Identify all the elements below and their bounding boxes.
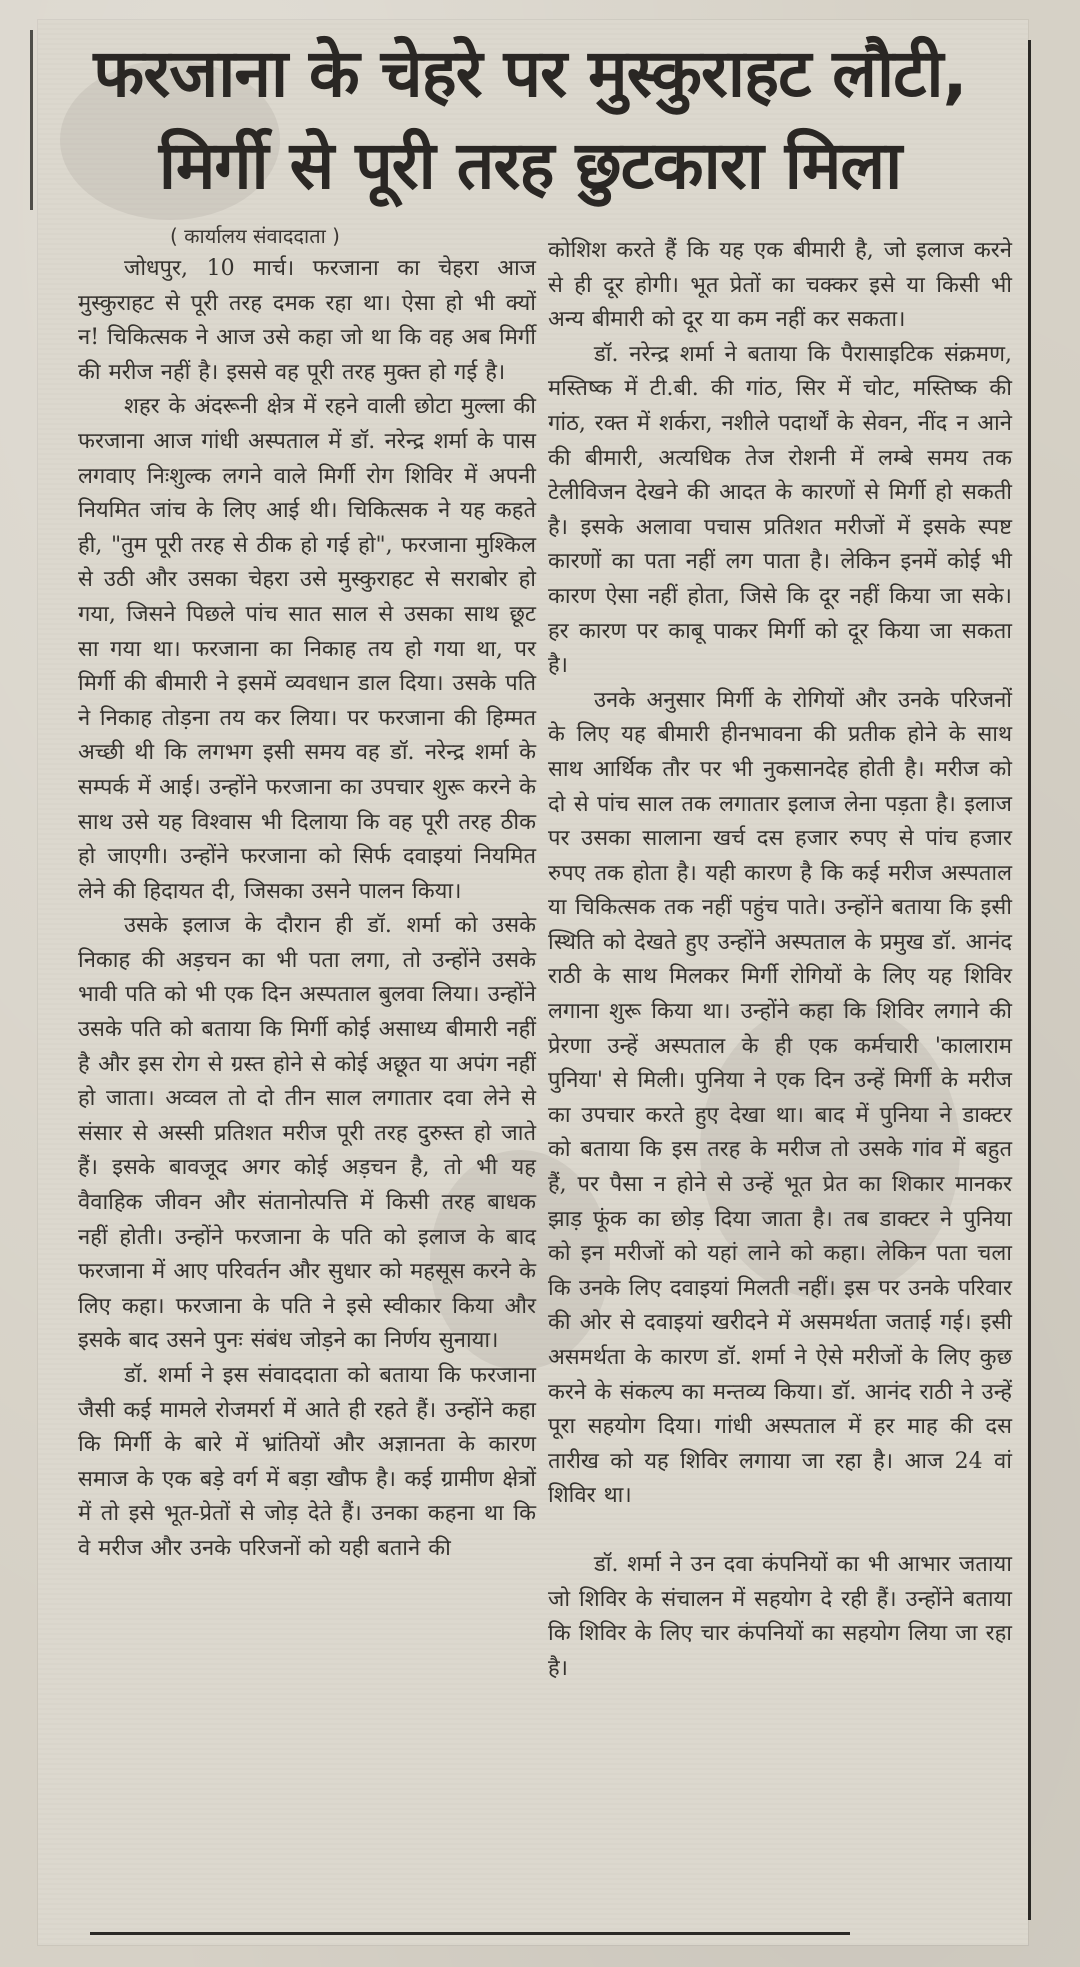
paragraph: डॉ. शर्मा ने इस संवाददाता को बताया कि फरजाना जैसी कई मामले रोजमर्रा में आते ही रहते हैं। उन्होंने कहा कि मिर्गी के बारे में भ्रांतियों और अज्ञानता के कारण समाज के एक बड़े वर्ग में बड़ा खौफ है। कई ग्रामीण क्षेत्रों में तो इसे भूत-प्रेतों से जोड़ देते हैं। उनका कहना था कि वे मरीज और उनके परिजनों को यही बताने की: [78, 1363, 536, 1561]
headline: [40, 28, 1020, 212]
paragraph: डॉ. नरेन्द्र शर्मा ने बताया कि पैरासाइटिक संक्रमण, मस्तिष्क में टी.बी. की गांठ, सिर में चोट, मस्तिष्क की गांठ, रक्त में शर्करा, नशीले पदार्थों के सेवन, नींद न आने की बीमारी, अत्यधिक तेज रोशनी में लम्बे समय तक टेलीविजन देखने की आदत के कारणों से मिर्गी हो सकती है। इसके अलावा पचास प्रतिशत मरीजों में इसके स्पष्ट कारणों का पता नहीं लग पाता है। लेकिन इनमें कोई भी कारण ऐसा नहीं होता, जिसे कि दूर नहीं किया जा सके। हर कारण पर काबू पाकर मिर्गी को दूर किया जा सकता है।: [548, 341, 1012, 679]
column-rule-right: [1028, 40, 1031, 1920]
article-column-left: [78, 252, 536, 1567]
headline-line-1: फरजाना के चेहरे पर मुस्कुराहट लौटी,: [93, 35, 967, 112]
paragraph: जोधपुर, 10 मार्च। फरजाना का चेहरा आज मुस्कुराहट से पूरी तरह दमक रहा था। ऐसा हो भी क्यों न! चिकित्सक ने आज उसे कहा जो था कि वह अब मिर्गी की मरीज नहीं है। इससे वह पूरी तरह मुक्त हो गई है।: [78, 256, 536, 385]
article-column-right: [548, 234, 1012, 1686]
paragraph: शहर के अंदरूनी क्षेत्र में रहने वाली छोटा मुल्ला की फरजाना आज गांधी अस्पताल में डॉ. नरेन्द्र शर्मा के पास लगवाए निःशुल्क लगने वाले मिर्गी रोग शिविर में अपनी नियमित जांच के लिए आई थी। चिकित्सक ने यह कहते ही, "तुम पूरी तरह से ठीक हो गई हो", फरजाना मुश्किल से उठी और उसका चेहरा उसे मुस्कुराहट से सराबोर हो गया, जिसने पिछले पांच सात साल से उसका साथ छूट सा गया था। फरजाना का निकाह तय हो गया था, पर मिर्गी की बीमारी ने इसमें व्यवधान डाल दिया। उसके पति ने निकाह तोड़ना तय कर लिया। पर फरजाना की हिम्मत अच्छी थी कि लगभग इसी समय वह डॉ. नरेन्द्र शर्मा के सम्पर्क में आई। उन्होंने फरजाना का उपचार शुरू करने के साथ उसे यह विश्वास भी दिलाया कि वह पूरी तरह ठीक हो जाएगी। उन्होंने फरजाना को सिर्फ दवाइयां नियमित लेने की हिदायत दी, जिसका उसने पालन किया।: [78, 394, 536, 904]
paragraph: कोशिश करते हैं कि यह एक बीमारी है, जो इलाज करने से ही दूर होगी। भूत प्रेतों का चक्कर इसे या किसी भी अन्य बीमारी को दूर या कम नहीं कर सकता।: [548, 238, 1012, 333]
dateline: ( कार्यालय संवाददाता ): [170, 224, 340, 248]
column-rule-left: [30, 30, 33, 210]
paragraph: उसके इलाज के दौरान ही डॉ. शर्मा को उसके निकाह की अड़चन का भी पता लगा, तो उन्होंने उसके भावी पति को भी एक दिन अस्पताल बुलवा लिया। उन्होंने उसके पति को बताया कि मिर्गी कोई असाध्य बीमारी नहीं है और इस रोग से ग्रस्त होने से कोई अछूत या अपंग नहीं हो जाता। अव्वल तो दो तीन साल लगातार दवा लेने से संसार से अस्सी प्रतिशत मरीज पूरी तरह दुरुस्त हो जाते हैं। इसके बावजूद अगर कोई अड़चन है, तो भी यह वैवाहिक जीवन और संतानोत्पत्ति में किसी तरह बाधक नहीं होती। उन्होंने फरजाना के पति को इलाज के बाद फरजाना में आए परिवर्तन और सुधार को महसूस करने के लिए कहा। फरजाना के पति ने इसे स्वीकार किया और इसके बाद उसने पुनः संबंध जोड़ने का निर्णय सुनाया।: [78, 913, 536, 1354]
headline-line-2: मिर्गी से पूरी तरह छुटकारा मिला: [158, 127, 902, 204]
bottom-rule: [90, 1932, 850, 1935]
paragraph: उनके अनुसार मिर्गी के रोगियों और उनके परिजनों के लिए यह बीमारी हीनभावना की प्रतीक होने के साथ साथ आर्थिक तौर पर भी नुकसानदेह होती है। मरीज को दो से पांच साल तक लगातार इलाज लेना पड़ता है। इलाज पर उसका सालाना खर्च दस हजार रुपए से पांच हजार रुपए तक होता है। यही कारण है कि कई मरीज अस्पताल या चिकित्सक तक नहीं पहुंच पाते। उन्होंने बताया कि इसी स्थिति को देखते हुए उन्होंने अस्पताल के प्रमुख डॉ. आनंद राठी के साथ मिलकर मिर्गी रोगियों के लिए यह शिविर लगाना शुरू किया था। उन्होंने कहा कि शिविर लगाने की प्रेरणा उन्हें अस्पताल के ही एक कर्मचारी 'कालाराम पुनिया' से मिली। पुनिया ने एक दिन उन्हें मिर्गी के मरीज का उपचार करते हुए देखा था। बाद में पुनिया ने डाक्टर को बताया कि इस तरह के मरीज तो उसके गांव में बहुत हैं, पर पैसा न होने से उन्हें भूत प्रेत का शिकार मानकर झाड़ फूंक का छोड़ दिया जाता है। तब डाक्टर ने पुनिया को इन मरीजों को यहां लाने को कहा। लेकिन पता चला कि उनके लिए दवाइयां मिलती नहीं। इस पर उनके परिवार की ओर से दवाइयां खरीदने में असमर्थता जताई गई। इसी असमर्थता के कारण डॉ. शर्मा ने ऐसे मरीजों के लिए कुछ करने के संकल्प का मन्तव्य किया। डॉ. आनंद राठी ने उन्हें पूरा सहयोग दिया। गांधी अस्पताल में हर माह की दस तारीख को यह शिविर लगाया जा रहा है। आज 24 वां शिविर था।: [548, 687, 1012, 1509]
paragraph: डॉ. शर्मा ने उन दवा कंपनियों का भी आभार जताया जो शिविर के संचालन में सहयोग दे रही हैं। उन्होंने बताया कि शिविर के लिए चार कंपनियों का सहयोग लिया जा रहा है।: [548, 1551, 1012, 1681]
